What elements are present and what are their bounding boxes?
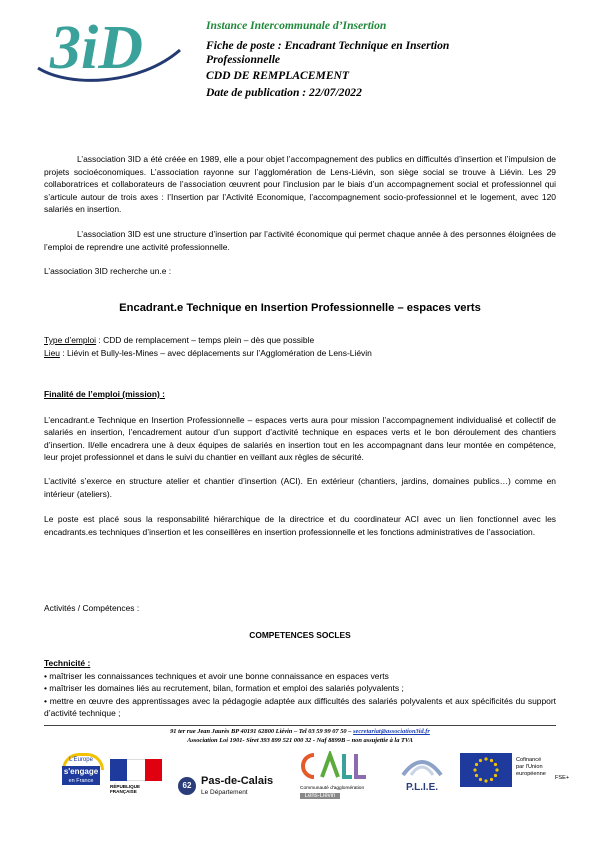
- fse-plus-text: FSE+: [555, 775, 570, 781]
- call-line1: Communauté d'agglomération: [300, 786, 365, 791]
- footer-legal: Association Loi 1901- Siret 393 899 521 000 32 - Naf 8899B – non assujettie à la TVA: [187, 737, 413, 744]
- job-info: [44, 334, 556, 359]
- finalite-paragraph-3: Le poste est placé sous la responsabilité hiérarchique de la directrice et du coordinateur ACI avec un lien fonctionnel avec les encadrants.es techniques d’insertion et les conseillères en insertion professionnelle et les fonctions administratives de l’association.: [44, 514, 556, 537]
- call-letters-icon: [300, 751, 370, 781]
- plie-text: P.L.I.E.: [405, 782, 439, 793]
- eu-line2: par l'Union: [516, 764, 543, 770]
- type-emploi-line: [44, 334, 556, 347]
- eu-flag-icon: [460, 753, 512, 787]
- logo-text: 3iD: [50, 14, 143, 82]
- eu-line3: européenne: [516, 771, 546, 777]
- fiche-title-line1: Fiche de poste : Encadrant Technique en Insertion: [206, 39, 450, 52]
- lieu-line: [44, 347, 556, 360]
- republique-francaise-logo: [110, 759, 162, 799]
- finalite-section: [44, 388, 556, 538]
- footer-divider: [44, 725, 556, 726]
- lieu-value: : Liévin et Bully-les-Mines – avec déplacements sur l’Agglomération de Lens-Liévin: [59, 347, 372, 358]
- partner-logos: [0, 745, 595, 805]
- pas-de-calais-logo: [178, 775, 278, 801]
- footer-email-link[interactable]: secretariat@association3id.fr: [353, 728, 430, 735]
- dept-number-badge: 62: [178, 777, 196, 795]
- list-item: • mettre en œuvre des apprentissages avec la pédagogie adaptée aux difficultés des salariés polyvalents et aux spécificités du support d’activité technique ;: [44, 695, 556, 719]
- plie-logo: [396, 753, 448, 797]
- french-flag-icon: [110, 759, 162, 781]
- list-item: • maîtriser les domaines liés au recrutement, bilan, formation et emploi des salariés polyvalents ;: [44, 683, 404, 694]
- competences-socles-heading: COMPETENCES SOCLES: [249, 630, 351, 640]
- republique-text: RÉPUBLIQUE FRANÇAISE: [110, 784, 141, 794]
- fiche-title-line2: Professionnelle: [206, 53, 281, 66]
- dept-name: Pas-de-Calais: [201, 775, 274, 787]
- intro-paragraph-2: L’association 3ID est une structure d’insertion par l’activité économique qui permet chaque année à des personnes éloignées de l’emploi de reprendre une activité professionnelle.: [44, 228, 556, 252]
- dept-subtitle: Le Département: [201, 789, 248, 796]
- plie-arc-icon: [399, 753, 445, 777]
- finalite-heading: Finalité de l’emploi (mission) :: [44, 389, 165, 399]
- list-item: • maîtriser les connaissances techniques et avoir une bonne connaissance en espaces verts: [44, 670, 389, 681]
- publication-date: Date de publication : 22/07/2022: [206, 86, 362, 99]
- technicite-label: Technicité :: [44, 658, 91, 668]
- job-title: Encadrant.e Technique en Insertion Professionnelle – espaces verts: [119, 302, 481, 314]
- footer-address: [44, 727, 556, 736]
- intro-paragraph-1: L’association 3ID a été créée en 1989, elle a pour objet l’accompagnement des publics en difficultés d’insertion et l’impulsion de projets socioéconomiques. L’association rayonne sur l’agglomération de Lens-Liévin, son siège social se trouve à Liévin. Les 29 collaboratrices et collaborateurs de l’association œuvrent pour l’inclusion par le biais d’un accompagnement social et professionnel qui s’articule autour de trois axes : l’Insertion par l’Activité Economique, l’accompagnement socio-professionnel et le logement, avec 120 salariés en insertion.: [44, 154, 556, 215]
- intro-section: [44, 153, 556, 278]
- finalite-paragraph-1: L’encadrant.e Technique en Insertion Professionnelle – espaces verts aura pour mission l’accompagnement individualisé et collectif de salariés en insertion, l’encadrement autour d’un support d’activité technique en espaces verts et le bon déroulement des chantiers d’insertion. Il/elle encadrera une à deux équipes de salariés en insertion tout en les accompagnant dans leur montée en compétence, leur projet professionnel et dans le suivi du chantier en veillant aux règles de sécurité.: [44, 414, 556, 463]
- technicite-section: [44, 657, 556, 720]
- call-line2: Lens-Liévin: [300, 793, 340, 799]
- contract-type: CDD DE REMPLACEMENT: [206, 69, 350, 82]
- europe-line3: en France: [62, 777, 100, 785]
- 3id-logo: [30, 10, 195, 90]
- lieu-label: Lieu: [44, 347, 60, 358]
- type-emploi-value: : CDD de remplacement – temps plein – dès que possible: [96, 335, 315, 345]
- europe-line2: s'engage: [63, 767, 99, 776]
- europe-sengage-logo: [62, 753, 100, 799]
- footer-address-text: 91 ter rue Jean Jaurès BP 40191 62800 Liévin – Tel 03 59 99 07 50 –: [170, 728, 354, 735]
- activites-heading: Activités / Compétences :: [44, 603, 140, 613]
- eu-line1: Cofinancé: [516, 757, 542, 763]
- org-name: Instance Intercommunale d’Insertion: [206, 19, 387, 32]
- finalite-paragraph-2: L’activité s’exerce en structure atelier et chantier d’insertion (ACI). En extérieur (chantiers, jardins, domaines publics…) comme en intérieur (ateliers).: [44, 475, 556, 499]
- intro-paragraph-3: L’association 3ID recherche un.e :: [44, 266, 172, 277]
- call-logo: [300, 751, 370, 803]
- type-emploi-label: Type d’emploi: [44, 335, 97, 345]
- europe-line1: L'Europe: [69, 757, 93, 763]
